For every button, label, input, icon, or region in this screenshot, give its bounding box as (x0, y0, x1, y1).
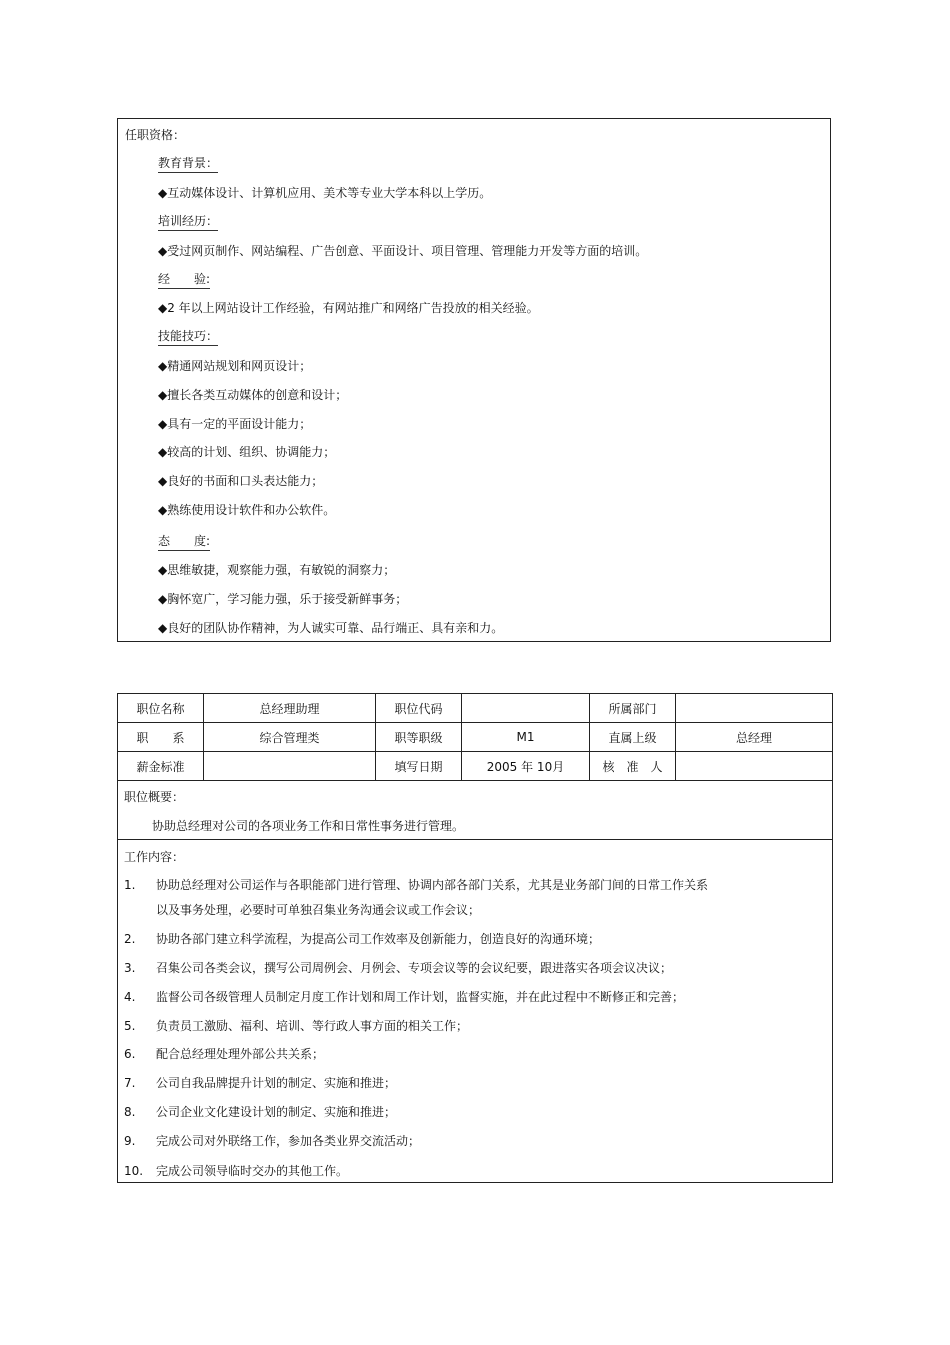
department-label: 所属部门 (590, 694, 676, 723)
qualifications-section (117, 118, 831, 642)
summary-cell (118, 781, 833, 840)
attitude-item: ◆胸怀宽广，学习能力强，乐于接受新鲜事务； (158, 592, 408, 606)
attitude-heading: 态 度: (158, 533, 210, 551)
education-heading: 教育背景： (158, 155, 218, 173)
duty-text: 完成公司对外联络工作，参加各类业界交流活动； (156, 1134, 421, 1148)
duty-number: 3. (124, 961, 136, 975)
skills-item: ◆精通网站规划和网页设计； (158, 359, 312, 373)
skills-item: ◆擅长各类互动媒体的创意和设计； (158, 388, 348, 402)
duty-number: 9. (124, 1134, 136, 1148)
skills-item: ◆良好的书面和口头表达能力； (158, 474, 324, 488)
table-row (118, 840, 833, 1183)
skills-item: ◆熟练使用设计软件和办公软件。 (158, 503, 336, 517)
job-family-label: 职 系 (118, 723, 204, 752)
table-row (118, 694, 833, 723)
duty-number: 1. (124, 878, 136, 892)
supervisor-value: 总经理 (676, 723, 833, 752)
department-value (676, 694, 833, 723)
duty-text: 召集公司各类会议，撰写公司周例会、月例会、专项会议等的会议纪要，跟进落实各项会议决议； (156, 961, 673, 975)
duty-text: 公司自我品牌提升计划的制定、实施和推进； (156, 1076, 397, 1090)
duty-number: 2. (124, 932, 136, 946)
approver-value (676, 752, 833, 781)
grade-label: 职等职级 (376, 723, 462, 752)
duty-number: 5. (124, 1019, 136, 1033)
job-description-table (117, 693, 833, 1183)
duties-cell (118, 840, 833, 1183)
job-family-value: 综合管理类 (204, 723, 376, 752)
duty-number: 6. (124, 1047, 136, 1061)
table-row (118, 752, 833, 781)
position-name-value: 总经理助理 (204, 694, 376, 723)
training-heading: 培训经历： (158, 213, 218, 231)
duty-number: 8. (124, 1105, 136, 1119)
summary-text: 协助总经理对公司的各项业务工作和日常性事务进行管理。 (152, 819, 465, 833)
duty-text: 负责员工激励、福利、培训、等行政人事方面的相关工作； (156, 1019, 469, 1033)
training-item: ◆受过网页制作、网站编程、广告创意、平面设计、项目管理、管理能力开发等方面的培训。 (158, 244, 648, 258)
grade-value: M1 (462, 723, 590, 752)
position-code-label: 职位代码 (376, 694, 462, 723)
duty-text: 完成公司领导临时交办的其他工作。 (156, 1164, 349, 1178)
duty-text: 协助总经理对公司运作与各职能部门进行管理、协调内部各部门关系，尤其是业务部门间的日常工作关系 (156, 878, 709, 892)
duties-label: 工作内容： (124, 850, 185, 864)
duty-number: 7. (124, 1076, 136, 1090)
duty-text: 监督公司各级管理人员制定月度工作计划和周工作计划，监督实施，并在此过程中不断修正和完善； (156, 990, 685, 1004)
position-code-value (462, 694, 590, 723)
skills-item: ◆较高的计划、组织、协调能力； (158, 445, 336, 459)
attitude-item: ◆良好的团队协作精神，为人诚实可靠、品行端正、具有亲和力。 (158, 621, 504, 635)
salary-value (204, 752, 376, 781)
duty-text: 以及事务处理，必要时可单独召集业务沟通会议或工作会议； (156, 903, 481, 917)
fill-date-label: 填写日期 (376, 752, 462, 781)
attitude-item: ◆思维敏捷，观察能力强，有敏锐的洞察力； (158, 563, 396, 577)
approver-label: 核 准 人 (590, 752, 676, 781)
table-row (118, 781, 833, 840)
experience-item: ◆2 年以上网站设计工作经验，有网站推广和网络广告投放的相关经验。 (158, 301, 539, 315)
position-name-label: 职位名称 (118, 694, 204, 723)
fill-date-value: 2005 年 10月 (462, 752, 590, 781)
education-item: ◆互动媒体设计、计算机应用、美术等专业大学本科以上学历。 (158, 186, 492, 200)
duty-text: 公司企业文化建设计划的制定、实施和推进； (156, 1105, 397, 1119)
supervisor-label: 直属上级 (590, 723, 676, 752)
summary-label: 职位概要： (124, 790, 185, 804)
duty-number: 4. (124, 990, 136, 1004)
qualifications-title: 任职资格： (125, 128, 186, 142)
duty-text: 协助各部门建立科学流程，为提高公司工作效率及创新能力，创造良好的沟通环境； (156, 932, 601, 946)
experience-heading: 经 验: (158, 271, 210, 289)
skills-item: ◆具有一定的平面设计能力； (158, 417, 312, 431)
duty-number: 10. (124, 1164, 144, 1178)
skills-heading: 技能技巧： (158, 328, 218, 346)
duty-text: 配合总经理处理外部公共关系； (156, 1047, 325, 1061)
table-row (118, 723, 833, 752)
salary-label: 薪金标准 (118, 752, 204, 781)
